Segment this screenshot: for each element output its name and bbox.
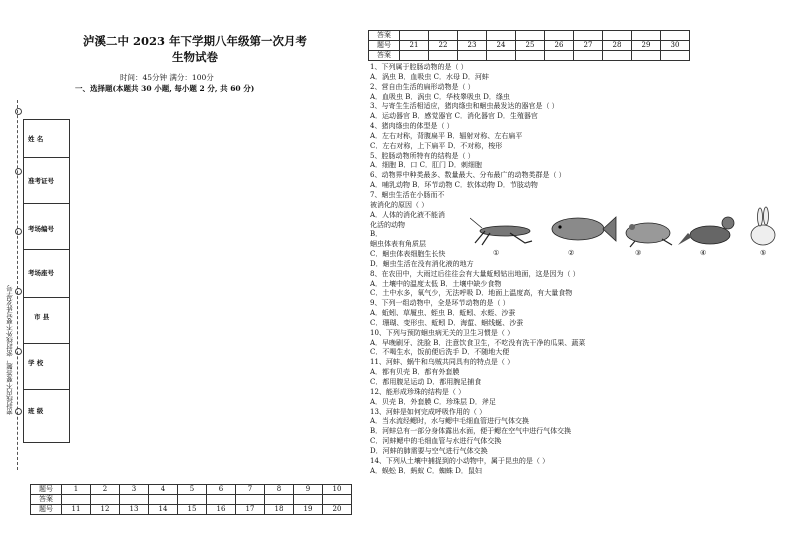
table-header-cell: 题号 [369, 41, 400, 51]
answer-cell[interactable] [574, 51, 603, 61]
table-cell: 17 [236, 505, 265, 515]
question-stem: 13、河蚌是如何完成呼吸作用的（ ） [370, 407, 487, 416]
question-line: A．当水流经鳃时，水与鳃中毛细血管进行气体交换 [370, 417, 530, 426]
answer-cell[interactable] [545, 51, 574, 61]
answer-cell[interactable] [603, 51, 632, 61]
question-stem: 2、营自由生活的扁形动物是（ ） [370, 82, 475, 91]
answer-cell[interactable] [487, 51, 516, 61]
question-line: C．左右对称，上下扁平 D．不对称，梭形 [370, 141, 503, 150]
pigeon-icon [678, 217, 734, 245]
answer-cell[interactable] [603, 31, 632, 41]
seal-line [17, 100, 18, 470]
question-line: B． [370, 230, 383, 239]
question-stem: 10、下列与预防蛔虫病无关的卫生习惯是（ ） [370, 328, 515, 337]
table-header-cell: 题号 [31, 485, 62, 495]
image-label: ③ [635, 249, 642, 257]
question-stem: 1、下列属于腔肠动物的是（ ） [370, 63, 468, 71]
answer-cell[interactable] [400, 51, 429, 61]
question-line: C．珊瑚、变形虫、蚯蚓 D．海蜇、蛔线蜒、沙蚕 [370, 318, 524, 327]
answer-cell[interactable] [149, 495, 178, 505]
question-line: D．河蚌的肺需要与空气进行气体交换 [370, 446, 488, 455]
table-header-cell: 答案 [31, 495, 62, 505]
image-label: ① [493, 249, 500, 257]
table-cell: 19 [294, 505, 323, 515]
frog-icon [626, 223, 672, 247]
fish-icon [552, 217, 616, 241]
table-cell: 29 [632, 41, 661, 51]
question-line: A．细胞 B．口 C．肛门 D．刺细胞 [370, 161, 482, 170]
grasshopper-icon [470, 218, 532, 245]
seal-circle-icon [15, 348, 22, 355]
question-stem: 7、蛔虫生活在小肠而不 [370, 190, 445, 199]
table-cell: 28 [603, 41, 632, 51]
answer-cell[interactable] [516, 51, 545, 61]
table-header-cell: 答案 [369, 31, 400, 41]
question-line: A．蜈蚣 B．蚂蚁 C．蜘蛛 D．鼠妇 [370, 466, 482, 475]
answer-cell[interactable] [400, 31, 429, 41]
table-cell: 23 [458, 41, 487, 51]
question-line: B．河蚌总有一部分身体露出水面，便于鳃在空气中进行气体交换 [370, 427, 572, 436]
question-line: 被消化的原因（ ） [370, 200, 429, 209]
table-row [369, 41, 690, 51]
image-label: ⑤ [760, 249, 767, 257]
table-header-cell: 答案 [369, 51, 400, 61]
question-stem: 4、猪肉绦虫的体型是（ ） [370, 122, 454, 131]
answer-cell[interactable] [265, 495, 294, 505]
question-line: A．血吸虫 B．涡虫 C．华枝睾吸虫 D．绦虫 [370, 92, 510, 101]
question-stem: 12、能形成珍珠的结构是（ ） [370, 387, 466, 396]
answer-table-right [368, 30, 690, 61]
seal-text: 密封线内不要答题，密封线外不要写姓名学号 [6, 285, 14, 415]
table-cell: 2 [91, 485, 120, 495]
question-line: 蛔虫体表有角质层 [370, 240, 426, 249]
image-label: ④ [700, 249, 707, 257]
answer-table-left [30, 484, 352, 515]
question-line: C．蛔虫体表细胞生长快 [370, 250, 446, 259]
answer-cell[interactable] [429, 31, 458, 41]
question-stem: 5、腔肠动物所特有的结构是（ ） [370, 151, 475, 160]
info-cell-seat[interactable]: 考场座号 [24, 250, 69, 298]
answer-cell[interactable] [574, 31, 603, 41]
table-cell: 9 [294, 485, 323, 495]
answer-cell[interactable] [178, 495, 207, 505]
table-cell: 20 [323, 505, 352, 515]
question-stem: 11、河蚌、蜗牛和乌贼共同具有的特点是（ ） [370, 358, 515, 367]
exam-title: 泸溪二中 2023 年下学期八年级第一次月考 [82, 34, 307, 48]
table-cell: 30 [661, 41, 690, 51]
table-cell: 6 [207, 485, 236, 495]
seal-circle-icon [15, 168, 22, 175]
info-cell-name[interactable]: 姓 名 [24, 120, 69, 158]
question-line: A．运动器官 B．感觉器官 C．消化器官 D．生殖器官 [370, 112, 538, 121]
answer-cell[interactable] [120, 495, 149, 505]
answer-cell[interactable] [661, 31, 690, 41]
table-cell: 7 [236, 485, 265, 495]
info-cell-county[interactable]: 市 县 [24, 298, 69, 344]
answer-cell[interactable] [516, 31, 545, 41]
question-line: C．土中水多，氧气少，无法呼吸 D．地面上温度高，有大量食物 [370, 289, 573, 298]
table-cell: 3 [120, 485, 149, 495]
question-line: 化活的动物 [370, 220, 405, 229]
seal-circle-icon [15, 408, 22, 415]
rabbit-icon [751, 207, 775, 245]
question-stem: 6、动物界中种类最多、数量最大、分布最广的动物类群是（ ） [370, 171, 566, 180]
question-stem: 14、下列从土壤中捕捉到的小动物中，属于昆虫的是（ ） [370, 456, 550, 465]
info-cell-room[interactable]: 考场编号 [24, 204, 69, 250]
question-line: A．左右对称，背腹扁平 B．辐射对称、左右扁平 [370, 131, 523, 140]
table-row [31, 495, 352, 505]
answer-cell[interactable] [458, 31, 487, 41]
info-cell-school[interactable]: 学 校 [24, 344, 69, 390]
answer-cell[interactable] [323, 495, 352, 505]
table-cell: 16 [207, 505, 236, 515]
question-line: A．人体的消化液不能消 [370, 210, 446, 219]
answer-cell[interactable] [458, 51, 487, 61]
exam-meta: 时间：45分钟 满分：100分 [120, 73, 214, 82]
answer-cell[interactable] [632, 31, 661, 41]
question-list [370, 63, 780, 476]
answer-cell[interactable] [545, 31, 574, 41]
table-row [369, 31, 690, 41]
table-cell: 12 [91, 505, 120, 515]
question-line: A．涡虫 B．血吸虫 C．水母 D．河蚌 [370, 72, 489, 81]
table-cell: 1 [62, 485, 91, 495]
question-line: A．哺乳动物 B．环节动物 C．软体动物 D．节肢动物 [370, 181, 538, 190]
seal-circle-icon [15, 288, 22, 295]
table-cell: 13 [120, 505, 149, 515]
answer-cell[interactable] [236, 495, 265, 505]
answer-cell[interactable] [487, 31, 516, 41]
info-cell-class[interactable]: 班 级 [28, 407, 44, 415]
table-cell: 22 [429, 41, 458, 51]
seal-circle-icon [15, 108, 22, 115]
exam-subtitle: 生物试卷 [172, 50, 218, 64]
answer-cell[interactable] [91, 495, 120, 505]
table-cell: 14 [149, 505, 178, 515]
table-cell: 15 [178, 505, 207, 515]
question-stem: 3、与寄生生活相适应，猪肉绦虫和蛔虫最发达的器官是（ ） [370, 102, 559, 111]
table-cell: 4 [149, 485, 178, 495]
table-cell: 10 [323, 485, 352, 495]
answer-cell[interactable] [294, 495, 323, 505]
table-cell: 8 [265, 485, 294, 495]
table-header-cell: 题号 [31, 505, 62, 515]
answer-cell[interactable] [661, 51, 690, 61]
table-row [31, 485, 352, 495]
answer-cell[interactable] [429, 51, 458, 61]
table-row [31, 505, 352, 515]
table-row [369, 51, 690, 61]
answer-cell[interactable] [632, 51, 661, 61]
question-stem: 8、在农田中，大雨过后往往会有大量蚯蚓钻出地面，这是因为（ ） [370, 269, 580, 278]
student-info-strip [23, 119, 70, 443]
table-cell: 26 [545, 41, 574, 51]
answer-cell[interactable] [62, 495, 91, 505]
answer-cell[interactable] [207, 495, 236, 505]
table-cell: 5 [178, 485, 207, 495]
question-line: C．都用腹足运动 D．都用腕足捕食 [370, 378, 482, 386]
question-line: A．贝壳 B．外套膜 C．珍珠层 D．斧足 [370, 397, 496, 406]
question-line: A．蚯蚓、草履虫、蛭虫 B．蚯蚓、水蛭、沙蚕 [370, 309, 516, 318]
table-cell: 11 [62, 505, 91, 515]
question-stem: 9、下列一组动物中，全是环节动物的是（ ） [370, 299, 510, 308]
section-heading: 一、选择题(本题共 30 小题, 每小题 2 分, 共 60 分) [75, 84, 255, 93]
question-line: C．河蚌鳃中的毛细血管与水进行气体交换 [370, 437, 502, 446]
question-line: D．蛔虫生活在没有消化液的地方 [370, 259, 474, 268]
table-cell: 21 [400, 41, 429, 51]
question-line: A．早晚刷牙、洗脸 B．注意饮食卫生，不吃没有洗干净的瓜果、蔬菜 [370, 338, 586, 347]
table-cell: 27 [574, 41, 603, 51]
question-line: C．不喝生水，饭前便后洗手 D．不随地大便 [370, 348, 510, 357]
table-cell: 25 [516, 41, 545, 51]
question-line: A．都有贝壳 B．都有外套膜 [370, 368, 460, 377]
table-cell: 18 [265, 505, 294, 515]
image-label: ② [568, 249, 575, 257]
question-line: A．土壤中的温度太低 B．土壤中缺少食物 [370, 279, 502, 288]
table-cell: 24 [487, 41, 516, 51]
info-cell-ticket[interactable]: 准考证号 [24, 158, 69, 204]
seal-circle-icon [15, 228, 22, 235]
animal-figure [470, 203, 780, 263]
